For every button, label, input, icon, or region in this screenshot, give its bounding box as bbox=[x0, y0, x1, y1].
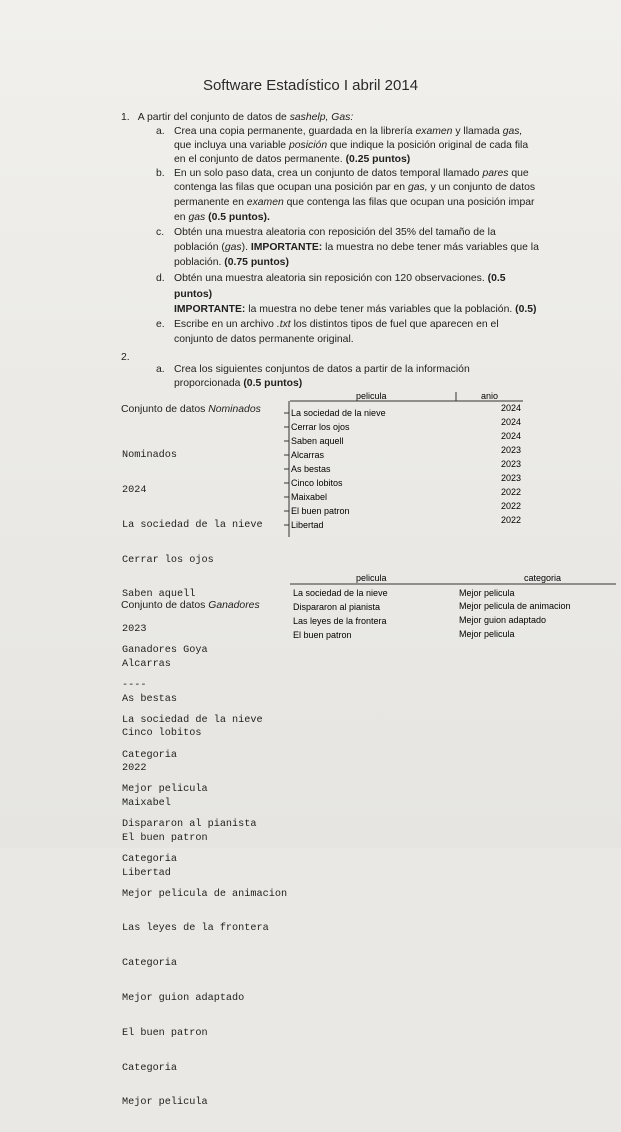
table-header-pelicula: pelicula bbox=[356, 573, 387, 583]
listing-line: Ganadores Goya bbox=[122, 645, 208, 657]
listing-line: Libertad bbox=[122, 867, 171, 879]
q1b-line4 bbox=[174, 211, 270, 226]
table-cell-anio: 2024 bbox=[500, 417, 521, 427]
text-span: Escribe en un archivo bbox=[174, 319, 274, 330]
text-span: En un solo paso data, crea un conjunto de datos temporal llamado bbox=[174, 168, 480, 179]
text-span: que contenga las filas que ocupan una posición impar bbox=[286, 197, 535, 208]
listing-line: Categoria bbox=[122, 853, 178, 865]
listing-line: ---- bbox=[122, 679, 147, 691]
table-cell-pelicula: Alcarras bbox=[291, 450, 325, 460]
text-span: puntos) bbox=[174, 289, 213, 300]
listing-line: 2024 bbox=[122, 484, 147, 496]
text-span: Obtén una muestra aleatoria con reposición del 35% del tamaño de la bbox=[174, 227, 496, 238]
text-span: que incluya una variable bbox=[174, 140, 287, 151]
listing-line: Nominados bbox=[122, 450, 178, 462]
listing-line: 2023 bbox=[122, 624, 147, 636]
listing-line: Mejor guion adaptado bbox=[122, 993, 245, 1004]
listing-line: Mejor pelicula bbox=[122, 784, 208, 796]
text-span: .txt bbox=[276, 319, 291, 330]
text-span: A partir del conjunto de datos de bbox=[137, 112, 287, 123]
table-cell-pelicula: El buen patron bbox=[291, 506, 350, 516]
table-cell-anio: 2023 bbox=[500, 473, 521, 483]
text-span: d. bbox=[156, 273, 165, 284]
text-span: (0.25 puntos) bbox=[345, 154, 411, 165]
text-span: Obtén una muestra aleatoria sin reposición con 120 observaciones. bbox=[174, 273, 485, 284]
table-cell-anio: 2023 bbox=[500, 445, 521, 455]
table-cell-pelicula: As bestas bbox=[291, 464, 331, 474]
text-span: a. bbox=[156, 126, 165, 137]
text-span: que indique la posición original de cada fila bbox=[329, 140, 529, 151]
q1e-line1 bbox=[156, 318, 499, 333]
listing-line: Alcarras bbox=[122, 658, 171, 670]
listing-line: Mejor pelicula bbox=[122, 1097, 208, 1109]
table-cell-anio: 2024 bbox=[500, 403, 521, 413]
ganadores-listing bbox=[122, 622, 287, 1132]
listing-line: El buen patron bbox=[122, 832, 208, 844]
q2a-line1 bbox=[156, 363, 470, 378]
text-span: ). bbox=[241, 242, 248, 253]
table-cell-pelicula: La sociedad de la nieve bbox=[291, 408, 386, 418]
text-span: IMPORTANTE: bbox=[174, 304, 246, 315]
table-cell-pelicula: El buen patron bbox=[293, 630, 352, 640]
text-span: Crea una copia permanente, guardada en la librería bbox=[174, 126, 413, 137]
text-span: posición bbox=[288, 140, 328, 151]
table-cell-anio: 2024 bbox=[500, 431, 521, 441]
text-span: la muestra no debe tener más variables que la bbox=[325, 242, 539, 253]
text-span: gas, bbox=[502, 126, 523, 137]
listing-line: Categoria bbox=[122, 749, 178, 761]
table-cell-categoria: Mejor pelicula de animacion bbox=[459, 601, 571, 611]
text-span: (0.5 puntos). bbox=[208, 212, 270, 223]
q2-number: 2. bbox=[121, 352, 130, 363]
table-header-categoria: categoria bbox=[524, 573, 562, 583]
text-span: sashelp, Gas: bbox=[289, 112, 354, 123]
text-span: permanente en bbox=[174, 197, 244, 208]
q1a-line3 bbox=[174, 153, 410, 168]
listing-line: Cerrar los ojos bbox=[122, 554, 214, 566]
text-span: la muestra no debe tener más variables que la población. bbox=[248, 304, 513, 315]
nominados-heading bbox=[121, 403, 261, 418]
text-span: a. bbox=[156, 364, 165, 375]
listing-line: 2022 bbox=[122, 763, 147, 775]
q1d-line2 bbox=[174, 288, 212, 303]
q1b-line2 bbox=[174, 181, 535, 196]
text-span: que bbox=[511, 168, 529, 179]
table-cell-anio: 2022 bbox=[500, 487, 521, 497]
ganadores-heading bbox=[121, 599, 260, 614]
text-span: Ganadores bbox=[208, 600, 260, 611]
text-span: IMPORTANTE: bbox=[250, 242, 323, 253]
text-span: (0.5 bbox=[487, 273, 506, 284]
q1d-line1 bbox=[156, 272, 506, 287]
listing-line: Cinco lobitos bbox=[122, 728, 202, 740]
listing-line: Categoria bbox=[122, 1062, 178, 1074]
q1b-line3 bbox=[174, 196, 534, 211]
text-span: contenga las filas que ocupan una posición par en bbox=[174, 182, 406, 193]
listing-line: Las leyes de la frontera bbox=[122, 923, 269, 935]
ganadores-table bbox=[290, 570, 620, 645]
listing-line: La sociedad de la nieve bbox=[122, 519, 263, 531]
q1c-line2 bbox=[174, 241, 539, 256]
q1a-line1 bbox=[156, 125, 522, 140]
text-span: (0.5 puntos) bbox=[243, 378, 303, 389]
listing-line: Saben aquell bbox=[122, 589, 196, 601]
text-span: Conjunto de datos bbox=[121, 404, 206, 415]
text-span: c. bbox=[156, 227, 165, 238]
text-span: examen bbox=[246, 197, 284, 208]
text-span: población. bbox=[174, 257, 222, 268]
q1d-line3 bbox=[174, 303, 537, 318]
q1-intro bbox=[121, 111, 353, 126]
text-span: gas bbox=[188, 212, 206, 223]
q1a-line2 bbox=[174, 139, 528, 154]
text-span: y un conjunto de datos bbox=[430, 182, 536, 193]
text-span: gas bbox=[224, 242, 242, 253]
text-span: b. bbox=[156, 168, 165, 179]
text-span: y llamada bbox=[455, 126, 500, 137]
text-span: Crea los siguientes conjuntos de datos a partir de la información bbox=[174, 364, 470, 375]
listing-line: Maixabel bbox=[122, 798, 171, 809]
q1b-line1 bbox=[156, 167, 529, 182]
q1c-line3 bbox=[174, 256, 289, 271]
text-span: los distintos tipos de fuel que aparecen en el bbox=[293, 319, 499, 330]
table-cell-pelicula: Dispararon al pianista bbox=[293, 602, 381, 612]
q1e-line2 bbox=[174, 333, 354, 348]
text-span: conjunto de datos permanente original. bbox=[174, 334, 354, 345]
q1c-line1 bbox=[156, 226, 496, 241]
table-cell-pelicula: Libertad bbox=[291, 520, 324, 530]
text-span: población ( bbox=[174, 242, 225, 253]
nominados-table bbox=[280, 389, 530, 537]
listing-line: As bestas bbox=[122, 693, 178, 705]
text-span: (0.5) bbox=[515, 304, 537, 315]
table-cell-categoria: Mejor pelicula bbox=[459, 588, 515, 598]
table-cell-pelicula: Cerrar los ojos bbox=[291, 422, 350, 432]
table-cell-anio: 2022 bbox=[500, 515, 521, 525]
table-header-anio: anio bbox=[481, 391, 499, 401]
text-span: Nominados bbox=[208, 404, 261, 415]
listing-line: Dispararon al pianista bbox=[122, 819, 257, 831]
table-cell-anio: 2022 bbox=[500, 501, 521, 511]
text-span: proporcionada bbox=[174, 378, 241, 389]
listing-line: El buen patron bbox=[122, 1027, 208, 1039]
table-cell-pelicula: La sociedad de la nieve bbox=[293, 588, 388, 598]
listing-line: Mejor pelicula de animacion bbox=[122, 888, 288, 900]
table-cell-pelicula: Las leyes de la frontera bbox=[293, 616, 387, 626]
table-cell-anio: 2023 bbox=[500, 459, 521, 469]
exam-title: Software Estadístico I abril 2014 bbox=[202, 77, 419, 94]
table-header-pelicula: pelicula bbox=[356, 391, 387, 401]
table-cell-pelicula: Maixabel bbox=[291, 492, 328, 502]
text-span: examen bbox=[415, 126, 453, 137]
text-span: e. bbox=[156, 319, 165, 330]
listing-line: La sociedad de la nieve bbox=[122, 714, 263, 726]
text-span: gas, bbox=[407, 182, 428, 193]
table-cell-pelicula: Cinco lobitos bbox=[291, 478, 343, 488]
text-span: (0.75 puntos) bbox=[224, 257, 289, 268]
table-cell-categoria: Mejor pelicula bbox=[459, 629, 515, 639]
q1-number: 1. bbox=[121, 112, 130, 123]
text-span: en el conjunto de datos permanente. bbox=[174, 154, 343, 165]
text-span: Conjunto de datos bbox=[121, 600, 206, 611]
table-cell-categoria: Mejor guion adaptado bbox=[459, 615, 547, 625]
text-span: pares bbox=[482, 168, 509, 179]
listing-line: Categoria bbox=[122, 958, 178, 970]
table-cell-pelicula: Saben aquell bbox=[291, 436, 344, 446]
text-span: en bbox=[174, 212, 186, 223]
